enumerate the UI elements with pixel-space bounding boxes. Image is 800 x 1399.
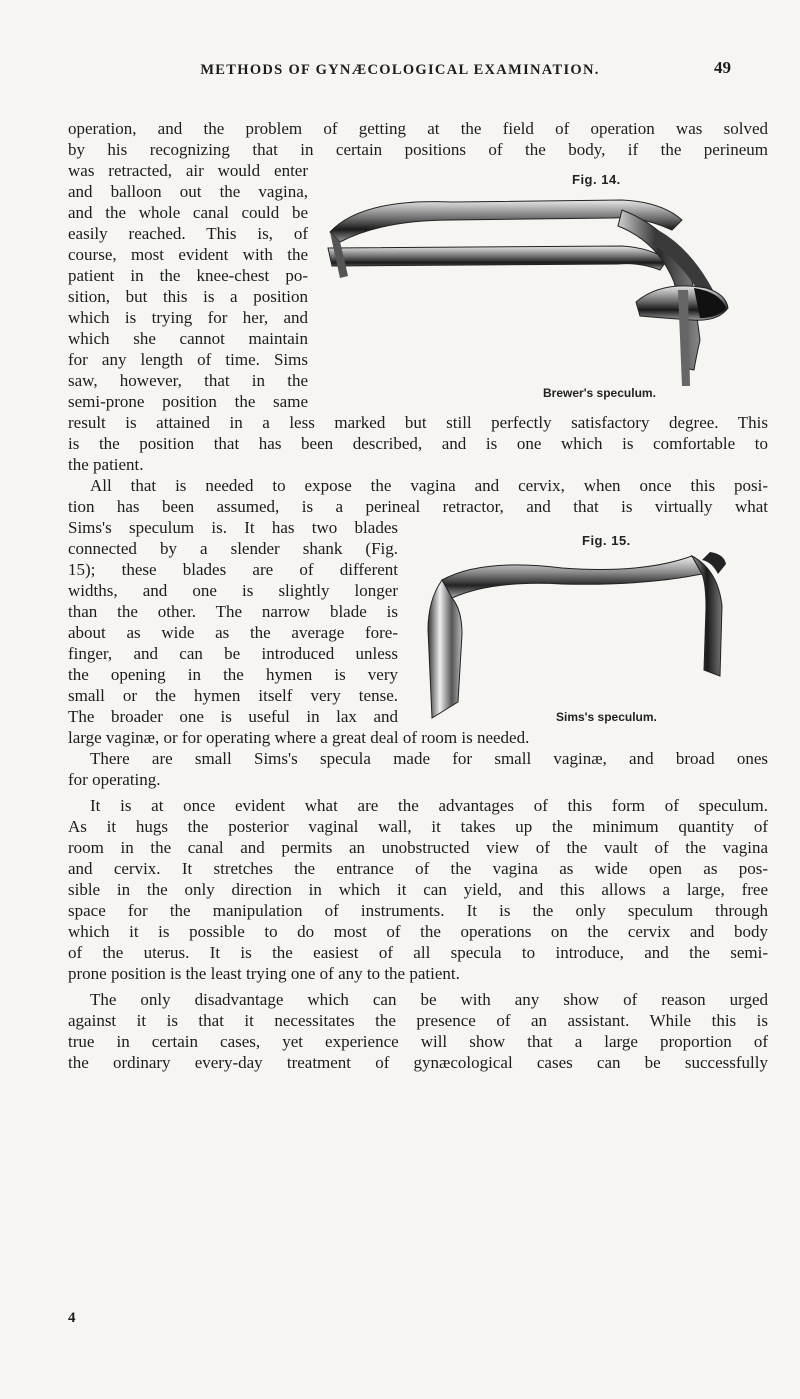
figure-15-label: Fig. 15. <box>582 533 631 548</box>
text-line: of the uterus. It is the easiest of all specula to introduce, and the semi- <box>68 943 768 962</box>
text-line: tion has been assumed, is a perineal retractor, and that is virtually what <box>68 497 768 516</box>
text-line: the ordinary every-day treatment of gynæcological cases can be successfully <box>68 1053 768 1072</box>
text-line: course, most evident with the <box>68 245 308 264</box>
text-line: for any length of time. Sims <box>68 350 308 369</box>
text-line: which she cannot maintain <box>68 329 308 348</box>
brewers-speculum-illustration <box>322 190 730 386</box>
text-line: prone position is the least trying one of any to the patient. <box>68 964 460 983</box>
text-line: is the position that has been described, and is one which is comfortable to <box>68 434 768 453</box>
text-line: which is trying for her, and <box>68 308 308 327</box>
text-line: semi-prone position the same <box>68 392 308 411</box>
text-line: than the other. The narrow blade is <box>68 602 398 621</box>
text-line: Sims's speculum is. It has two blades <box>68 518 398 537</box>
text-line: the opening in the hymen is very <box>68 665 398 684</box>
text-line: As it hugs the posterior vaginal wall, it takes up the minimum quantity of <box>68 817 768 836</box>
text-line: against it is that it necessitates the presence of an assistant. While this is <box>68 1011 768 1030</box>
running-head: METHODS OF GYNÆCOLOGICAL EXAMINATION. <box>200 62 600 78</box>
text-line: true in certain cases, yet experience will show that a large proportion of <box>68 1032 768 1051</box>
sims-speculum-illustration <box>422 550 728 722</box>
text-line: easily reached. This is, of <box>68 224 308 243</box>
text-line: There are small Sims's specula made for small vaginæ, and broad ones <box>90 749 768 768</box>
text-line: about as wide as the average fore- <box>68 623 398 642</box>
text-line: The only disadvantage which can be with any show of reason urged <box>90 990 768 1009</box>
text-line: It is at once evident what are the advantages of this form of speculum. <box>90 796 768 815</box>
text-line: by his recognizing that in certain positions of the body, if the perineum <box>68 140 768 159</box>
text-line: operation, and the problem of getting at the field of operation was solved <box>68 119 768 138</box>
text-line: for operating. <box>68 770 161 789</box>
text-line: large vaginæ, or for operating where a great deal of room is needed. <box>68 728 530 747</box>
text-line: sition, but this is a position <box>68 287 308 306</box>
text-line: room in the canal and permits an unobstructed view of the vault of the vagina <box>68 838 768 857</box>
figure-14-caption: Brewer's speculum. <box>543 386 656 400</box>
text-line: the patient. <box>68 455 144 474</box>
signature-mark: 4 <box>68 1310 76 1326</box>
text-line: widths, and one is slightly longer <box>68 581 398 600</box>
text-line: The broader one is useful in lax and <box>68 707 398 726</box>
text-line: and the whole canal could be <box>68 203 308 222</box>
text-line: All that is needed to expose the vagina and cervix, when once this posi- <box>90 476 768 495</box>
text-line: 15); these blades are of different <box>68 560 398 579</box>
figure-14-label: Fig. 14. <box>572 172 621 187</box>
text-line: which it is possible to do most of the operations on the cervix and body <box>68 922 768 941</box>
text-line: saw, however, that in the <box>68 371 308 390</box>
text-line: and balloon out the vagina, <box>68 182 308 201</box>
text-line: and cervix. It stretches the entrance of the vagina as wide open as pos- <box>68 859 768 878</box>
figure-15-caption: Sims's speculum. <box>556 710 657 724</box>
text-line: small or the hymen itself very tense. <box>68 686 398 705</box>
text-line: sible in the only direction in which it can yield, and this allows a large, free <box>68 880 768 899</box>
text-line: space for the manipulation of instruments. It is the only speculum through <box>68 901 768 920</box>
page-number: 49 <box>714 58 731 77</box>
text-line: finger, and can be introduced unless <box>68 644 398 663</box>
text-line: connected by a slender shank (Fig. <box>68 539 398 558</box>
text-line: was retracted, air would enter <box>68 161 308 180</box>
text-line: result is attained in a less marked but still perfectly satisfactory degree. This <box>68 413 768 432</box>
text-line: patient in the knee-chest po- <box>68 266 308 285</box>
